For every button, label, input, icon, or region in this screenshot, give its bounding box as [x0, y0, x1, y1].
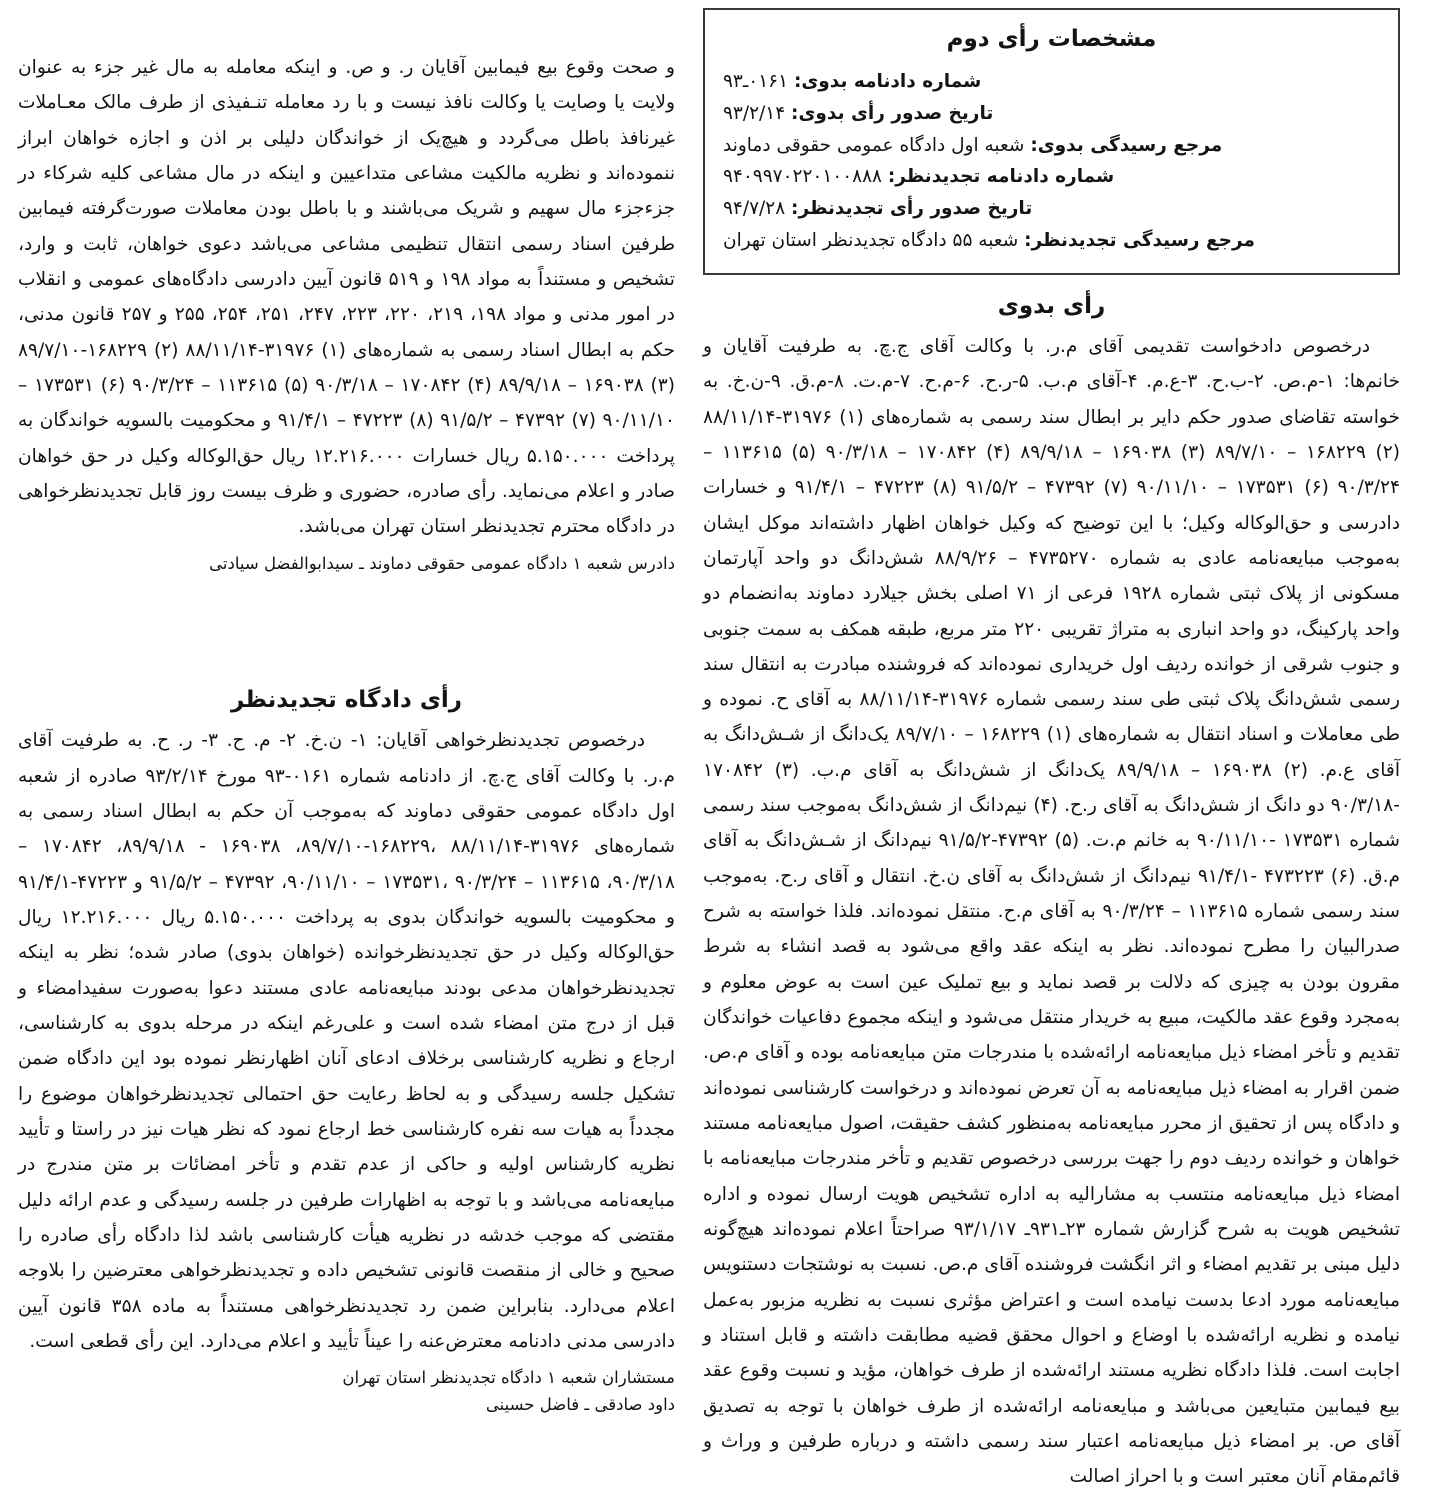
- section-body-first-instance: درخصوص دادخواست تقدیمی آقای م.ر. با وکالت آقای ج.چ. به طرفیت آقایان و خانم‌ها: ۱-م.ص. ۲-ب.ح. ۳-ع.م. ۴-آقای م.ب. ۵-ر.ح. ۶-م.ح. ۷-م.ت. ۸-م.ق. ۹-ن.خ. به خواسته تقاضای صدور حکم دایر بر ابطال سند رسمی به شماره‌های (۱) ۳۱۹۷۶-۸۸/۱۱/۱۴ (۲) ۱۶۸۲۲۹ – ۸۹/۷/۱۰ (۳) ۱۶۹۰۳۸ – ۸۹/۹/۱۸ (۴) ۱۷۰۸۴۲ – ۹۰/۳/۱۸ (۵) ۱۱۳۶۱۵ – ۹۰/۳/۲۴ (۶) ۱۷۳۵۳۱ – ۹۰/۱۱/۱۰ (۷) ۴۷۳۹۲ – ۹۱/۵/۲ (۸) ۴۷۲۲۳ – ۹۱/۴/۱ و خسارات دادرسی و حق‌الوکاله وکیل؛ با این توضیح که وکیل خواهان اظهار داشته‌اند موکل ایشان به‌موجب مبایعه‌نامه عادی به شماره ۴۷۳۵۲۷۰ – ۸۸/۹/۲۶ شش‌دانگ دو واحد آپارتمان مسکونی از پلاک ثبتی شماره ۱۹۲۸ فرعی از ۷۱ اصلی بخش جیلارد دماوند به‌انضمام دو واحد پارکینگ، دو واحد انباری به متراژ تقریبی ۲۲۰ متر مربع، طبقه همکف به سمت جنوبی و جنوب شرقی از خوانده ردیف اول خریداری نموده‌اند که فروشنده مبادرت به انتقال سند رسمی شش‌دانگ پلاک ثبتی طی سند رسمی شماره ۳۱۹۷۶-۸۸/۱۱/۱۴ به آقای ح. نموده و طی معاملات و اسناد انتقال به شماره‌های (۱) ۱۶۸۲۲۹ – ۸۹/۷/۱۰ یک‌دانگ از شـش‌دانگ به آقای ع.م. (۲) ۱۶۹۰۳۸ – ۸۹/۹/۱۸ یک‌دانگ از شش‌دانگ به آقای م.ب. (۳) ۱۷۰۸۴۲ -۹۰/۳/۱۸ دو دانگ از شش‌دانگ به آقای ر.ح. (۴) نیم‌دانگ از شش‌دانگ به‌موجب سند رسمی شماره ۱۷۳۵۳۱ -۹۰/۱۱/۱۰ به خانم م.ت. (۵) ۴۷۳۹۲-۹۱/۵/۲ نیم‌دانگ از شـش‌دانگ به آقای م.ق. (۶) ۴۷۳۲۲۳ -۹۱/۴/۱ نیم‌دانگ از شش‌دانگ به آقای ن.خ. انتقال و آقای ر.ح. به‌موجب سند رسمی شماره ۱۱۳۶۱۵ – ۹۰/۳/۲۴ به آقای م.ح. منتقل نموده‌اند. فلذا خواسته به شرح صدرالبیان را مطرح نموده‌اند. نظر به اینکه عقد واقع می‌شود به قصد انشاء به شرط مقرون بودن به چیزی که دلالت بر قصد نماید و بیع تملیک عین است به عوض معلوم و به‌مجرد وقوع عقد مالکیت، مبیع به خریدار منتقل می‌شود و اینکه مجموع دفاعیات خواندگان تقدیم و تأخر امضاء ذیل مبایعه‌نامه ارائه‌شده با مندرجات متن مبایعه‌نامه بوده و آقای م.ص. ضمن اقرار به امضاء ذیل مبایعه‌نامه به آن تعرض نموده‌اند و درخواست کارشناسی نموده‌اند و دادگاه پس از تحقیق از محرر مبایعه‌نامه به‌منظور کشف حقیقت، اصول مبایعه‌نامه مستند خواهان و خوانده ردیف دوم را جهت بررسی درخصوص تقدیم و تأخر مندرجات مبایعه‌نامه با امضاء ذیل مبایعه‌نامه منتسب به مشارالیه به اداره تشخیص هویت ارسال نموده و اداره تشخیص هویت به شرح گزارش شماره ۲۳ـ۹۳۱ـ ۹۳/۱/۱۷ صراحتاً اعلام نموده‌اند هیچ‌گونه دلیل مبنی بر تقدیم امضاء و اثر انگشت فروشنده آقای م.ص. نسبت به نوشتجات دستنویس مبایعه‌نامه مورد ادعا بدست نیامده است و اعتراض مؤثری نسبت به نظریه مزبور به‌عمل نیامده و نظریه ارائه‌شده با اوضاع و احوال محقق قضیه مطابقت داشته و قابل استناد و اجابت است. فلذا دادگاه نظریه مستند ارائه‌شده از طرف خواهان، مؤید و نسبت وقوع عقد بیع فیمابین متبایعین می‌باشد و مبایعه‌نامه ارائه‌شده از طرف خواهان با توجه به تصدیق آقای ص. بر امضاء ذیل مبایعه‌نامه اعتبار سند رسمی داشته و درباره طرفین و وراث و قائم‌مقام آنان معتبر است و با احراز اصالت: [703, 335, 1401, 1488]
- metadata-value: شعبه اول دادگاه عمومی حقوقی دماوند: [723, 134, 1025, 156]
- metadata-row: [723, 130, 1380, 162]
- signature-line: مستشاران شعبه ۱ دادگاه تجدیدنظر استان تهران: [342, 1368, 675, 1388]
- metadata-label: تاریخ صدور رأی بدوی:: [791, 102, 994, 124]
- metadata-value: ۰۱۶۱ـ۹۳: [723, 71, 789, 92]
- signature-line: دادرس شعبه ۱ دادگاه عمومی حقوقی دماوند ـ سیدابوالفضل سیادتی: [209, 553, 675, 573]
- metadata-label: مرجع رسیدگی بدوی:: [1030, 134, 1223, 156]
- column-right: [685, 0, 1430, 1488]
- metadata-row: [723, 225, 1380, 257]
- signature-block-first-instance: [18, 551, 675, 578]
- signature-line: داود صادقی ـ فاضل حسینی: [485, 1394, 675, 1414]
- metadata-label: شماره دادنامه تجدیدنظر:: [887, 166, 1115, 188]
- signature-block-appeal: [18, 1365, 675, 1418]
- case-metadata-box: [703, 8, 1400, 275]
- metadata-row: [723, 98, 1380, 130]
- metadata-value: ۹۴/۷/۲۸: [723, 198, 786, 220]
- metadata-label: مرجع رسیدگی تجدیدنظر:: [1024, 230, 1255, 252]
- metadata-label: تاریخ صدور رأی تجدیدنظر:: [791, 198, 1033, 220]
- metadata-value: ۹۳/۲/۱۴: [723, 102, 786, 124]
- section-heading-first-instance: رأی بدوی: [997, 292, 1106, 319]
- metadata-row: [723, 66, 1380, 98]
- metadata-box-title: مشخصات رأی دوم: [946, 26, 1157, 52]
- metadata-rows: [723, 66, 1380, 257]
- metadata-row: [723, 161, 1380, 193]
- section-heading-appeal: رأی دادگاه تجدیدنظر: [230, 687, 463, 714]
- metadata-row: [723, 193, 1380, 225]
- metadata-value: ۹۴۰۹۹۷۰۲۲۰۱۰۰۸۸۸: [723, 166, 882, 188]
- section-body-first-instance-continued: و صحت وقوع بیع فیمابین آقایان ر. و ص. و اینکه معامله به مال غیر جزء به عنوان ولایت یا وصایت یا وکالت نافذ نیست و با رد معامله تنـفیذی از طرف مالک معـاملات غیرنافذ باطل می‌گردد و هیچ‌یک از خواندگان دلیلی بر اذن و اجازه خواهان ابراز ننموده‌اند و نظریه مالکیت مشاعی متداعیین و اینکه در مال مشاعی کلیه شرکاء در جزءجزء مال سهیم و شریک می‌باشند و با باطل بودن معاملات صورت‌گرفته فیمابین طرفین اسناد رسمی انتقال تنظیمی مشاعی می‌باشد دعوی خواهان، ثابت و وارد، تشخیص و مستنداً به مواد ۱۹۸ و ۵۱۹ قانون آیین دادرسی دادگاه‌های عمومی و انقلاب در امور مدنی و مواد ۱۹۸، ۲۱۹، ۲۲۰، ۲۲۳، ۲۴۷، ۲۵۱، ۲۵۴، ۲۵۵ و ۲۵۷ قانون مدنی، حکم به ابطال اسناد رسمی به شماره‌های (۱) ۳۱۹۷۶-۸۸/۱۱/۱۴ (۲) ۱۶۸۲۲۹-۸۹/۷/۱۰ (۳) ۱۶۹۰۳۸ – ۸۹/۹/۱۸ (۴) ۱۷۰۸۴۲ – ۹۰/۳/۱۸ (۵) ۱۱۳۶۱۵ – ۹۰/۳/۲۴ (۶) ۱۷۳۵۳۱ – ۹۰/۱۱/۱۰ (۷) ۴۷۳۹۲ – ۹۱/۵/۲ (۸) ۴۷۲۲۳ – ۹۱/۴/۱ و محکومیت بالسویه خواندگان به پرداخت ۵.۱۵۰.۰۰۰ ریال خسارات ۱۲.۲۱۶.۰۰۰ ریال حق‌الوکاله وکیل در حق خواهان صادر و اعلام می‌نماید. رأی صادره، حضوری و ظرف بیست روز قابل تجدیدنظرخواهی در دادگاه محترم تجدیدنظر استان تهران می‌باشد.: [18, 57, 675, 538]
- section-body-appeal: درخصوص تجدیدنظرخواهی آقایان: ۱- ن.خ. ۲- م. ح. ۳- ر. ح. به طرفیت آقای م.ر. با وکالت آقای ج.چ. از دادنامه شماره ۰۱۶۱-۹۳ مورخ ۹۳/۲/۱۴ صادره از شعبه اول دادگاه عمومی حقوقی دماوند که به‌موجب آن حکم به ابطال اسناد رسمی به شماره‌های ۳۱۹۷۶-۸۸/۱۱/۱۴ ،۱۶۸۲۲۹-۸۹/۷/۱۰، ۱۶۹۰۳۸ - ۸۹/۹/۱۸، ۱۷۰۸۴۲ – ۹۰/۳/۱۸، ۱۱۳۶۱۵ – ۹۰/۳/۲۴ ،۱۷۳۵۳۱ – ۹۰/۱۱/۱۰، ۴۷۳۹۲ – ۹۱/۵/۲ و ۴۷۲۲۳-۹۱/۴/۱ و محکومیت بالسویه خواندگان بدوی به پرداخت ۵.۱۵۰.۰۰۰ ریال ۱۲.۲۱۶.۰۰۰ ریال حق‌الوکاله وکیل در حق تجدیدنظرخوانده (خواهان بدوی) صادر شده؛ نظر به اینکه تجدیدنظرخواهان مدعی بودند مبایعه‌نامه عادی مستند دعوا به‌صورت سفیدامضاء و قبل از درج متن امضاء شده است و علی‌رغم اینکه در مرحله بدوی به کارشناسی، ارجاع و نظریه کارشناسی برخلاف ادعای آنان اظهارنظر نموده بود این دادگاه ضمن تشکیل جلسه رسیدگی و به لحاظ رعایت حق احتمالی تجدیدنظرخواهان موضوع را مجدداً به هیات سه نفره کارشناسی خط ارجاع نمود که نظر هیات نیز در راستا و تأیید نظریه کارشناس اولیه و حاکی از عدم تقدم و تأخر امضائات بر متن مندرج در مبایعه‌نامه می‌باشد و با توجه به اظهارات طرفین در جلسه رسیدگی و عدم ارائه دلیل مقتضی که موجب خدشه در نظریه هیأت کارشناسی باشد لذا دادگاه رأی صادره را صحیح و خالی از منقصت قانونی تشخیص داده و تجدیدنظرخواهی معترضین را بلاوجه اعلام می‌دارد. بنابراین ضمن رد تجدیدنظرخواهی مستنداً به ماده ۳۵۸ قانون آیین دادرسی مدنی دادنامه معترض‌عنه را عیناً تأیید و اعلام می‌دارد. این رأی قطعی است.: [18, 730, 676, 1352]
- heading-spacer: [18, 577, 675, 661]
- metadata-value: شعبه ۵۵ دادگاه تجدیدنظر استان تهران: [723, 230, 1019, 252]
- metadata-label: شماره دادنامه بدوی:: [793, 71, 982, 92]
- column-left: [0, 0, 685, 1450]
